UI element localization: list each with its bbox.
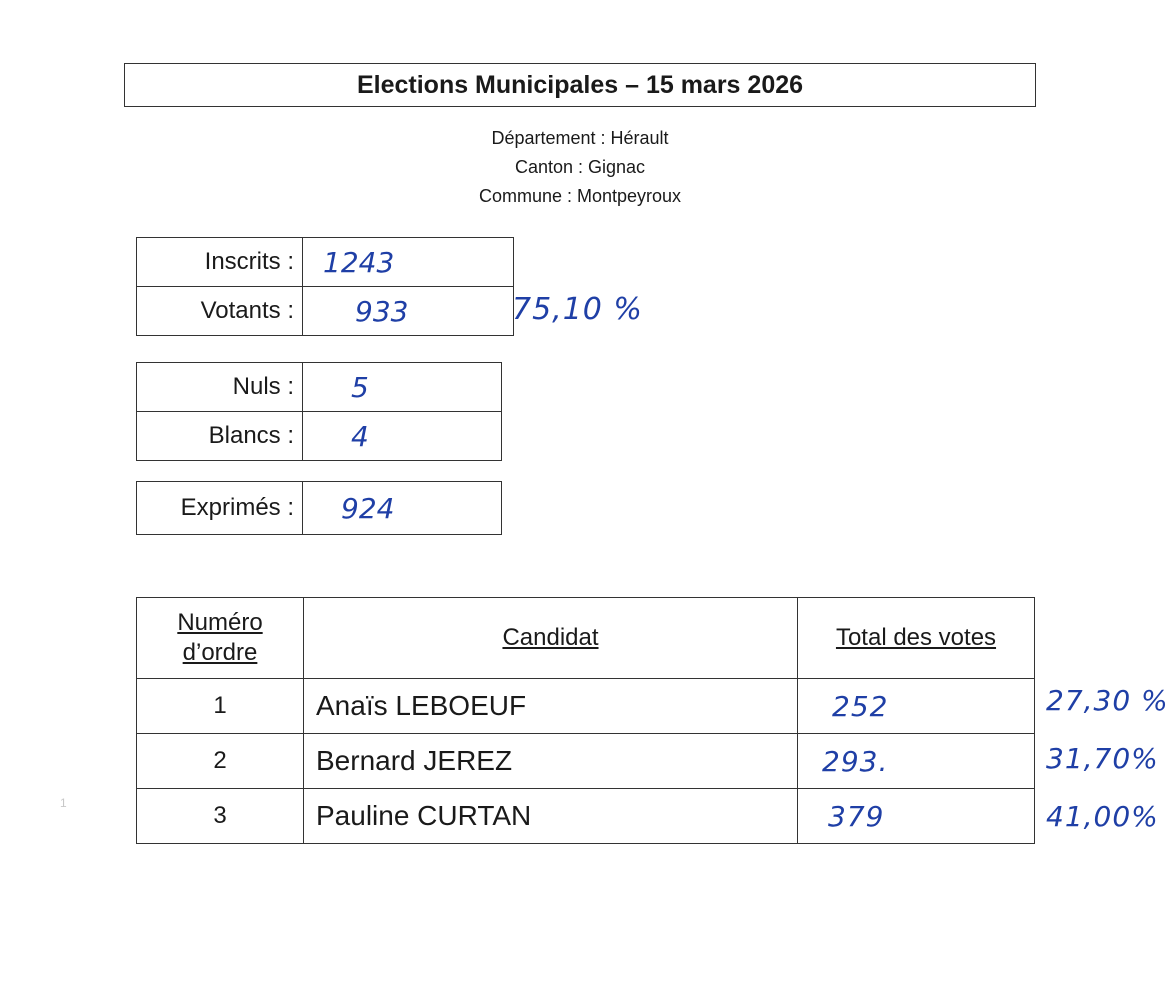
- expressed-votes-table: [136, 481, 502, 535]
- row-percent: 31,70%: [1046, 742, 1159, 775]
- nuls-row: [137, 363, 502, 412]
- blancs-row: [137, 412, 502, 461]
- votants-label: Votants :: [137, 287, 303, 336]
- inscrits-row: [137, 238, 514, 287]
- votants-value: 933: [303, 287, 514, 336]
- row-percent: 41,00%: [1046, 800, 1159, 833]
- votants-row: [137, 287, 514, 336]
- invalid-votes-table: [136, 362, 502, 461]
- row-candidat: Pauline CURTAN: [304, 789, 798, 844]
- registration-table: [136, 237, 514, 336]
- stray-mark: 1: [60, 796, 67, 810]
- header-total: [798, 598, 1035, 679]
- participation-note: 75,10 %: [512, 292, 643, 327]
- header-numero-line1: Numéro: [177, 609, 263, 636]
- inscrits-value: 1243: [303, 238, 514, 287]
- location-canton: Canton : Gignac: [514, 157, 646, 177]
- exprimes-value: 924: [303, 482, 502, 535]
- title-text: Elections Municipales – 15 mars 2026: [356, 70, 804, 99]
- header-candidat: [304, 598, 798, 679]
- header-numero: [137, 598, 304, 679]
- table-row: [137, 679, 1035, 734]
- header-numero-line2: d’ordre: [182, 639, 258, 666]
- nuls-label: Nuls :: [137, 363, 303, 412]
- row-numero: 3: [137, 789, 304, 844]
- results-header-row: [137, 598, 1035, 679]
- row-votes: 379: [798, 789, 1035, 844]
- exprimes-row: [137, 482, 502, 535]
- blancs-label: Blancs :: [137, 412, 303, 461]
- exprimes-label: Exprimés :: [137, 482, 303, 535]
- location-commune: Commune : Montpeyroux: [478, 186, 682, 206]
- location-departement: Département : Hérault: [491, 128, 669, 148]
- header-candidat-text: Candidat: [502, 624, 599, 651]
- row-votes: 252: [798, 679, 1035, 734]
- page-title: [124, 63, 1036, 107]
- results-table: [136, 597, 1035, 844]
- inscrits-label: Inscrits :: [137, 238, 303, 287]
- row-numero: 2: [137, 734, 304, 789]
- row-candidat: Bernard JEREZ: [304, 734, 798, 789]
- table-row: [137, 734, 1035, 789]
- row-percent: 27,30 %: [1046, 684, 1169, 717]
- row-numero: 1: [137, 679, 304, 734]
- blancs-value: 4: [303, 412, 502, 461]
- table-row: [137, 789, 1035, 844]
- row-candidat: Anaïs LEBOEUF: [304, 679, 798, 734]
- nuls-value: 5: [303, 363, 502, 412]
- row-votes: 293.: [798, 734, 1035, 789]
- header-total-text: Total des votes: [835, 624, 997, 651]
